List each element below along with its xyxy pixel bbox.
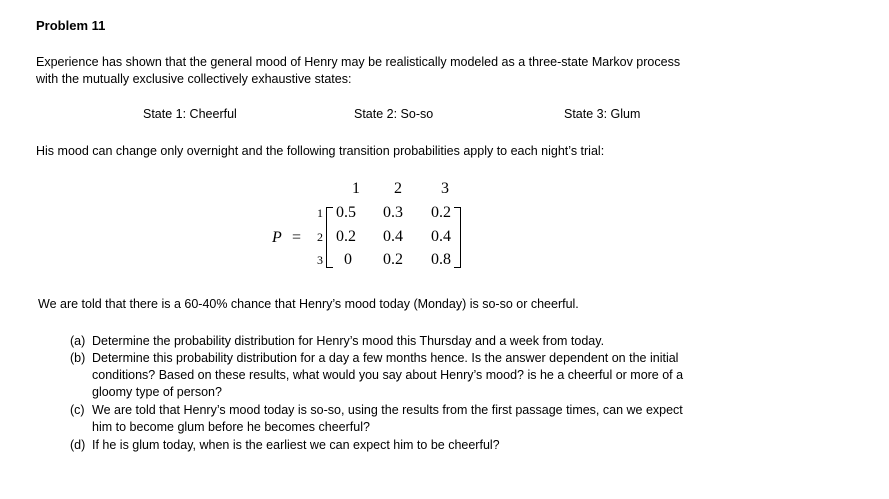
right-bracket [454,207,461,268]
equals-sign: = [292,229,302,246]
matrix-row-label: 2 [317,230,323,244]
state-1-label: State 1: Cheerful [143,107,237,121]
question-line: If he is glum today, when is the earliest we can expect him to be cheerful? [92,438,500,452]
matrix-cell: 0.2 [336,228,356,245]
state-2-label: State 2: So-so [354,107,434,121]
matrix-cell: 0 [344,251,352,268]
matrix-cell: 0.2 [431,204,451,221]
matrix-row-label: 3 [317,253,323,267]
matrix-cell: 0.8 [431,251,451,268]
matrix-cell: 0.4 [431,228,451,245]
problem-title: Problem 11 [36,18,106,33]
question-line: Determine this probability distribution for a day a few months hence. Is the answer dependent on the initial [92,351,679,365]
matrix-column-label: 3 [441,180,449,197]
matrix-column-label: 1 [352,180,360,197]
intro-line: Experience has shown that the general mood of Henry may be realistically modeled as a three-state Markov process [36,55,681,69]
question-line: conditions? Based on these results, what would you say about Henry’s mood? is he a cheerful or more of a [92,368,684,382]
left-bracket [326,207,333,268]
matrix-row-label: 1 [317,206,323,220]
question-line: gloomy type of person? [92,385,222,399]
matrix-cell: 0.4 [383,228,403,245]
matrix-cell: 0.3 [383,204,403,221]
transition-text: His mood can change only overnight and the following transition probabilities apply to each night’s trial: [36,144,605,158]
question-line: We are told that Henry’s mood today is so-so, using the results from the first passage times, can we expect [92,403,683,417]
matrix-cell: 0.5 [336,204,356,221]
question-label: (a) [70,334,86,348]
question-label: (c) [70,403,85,417]
state-3-label: State 3: Glum [564,107,641,121]
matrix-symbol: P [272,229,282,246]
question-label: (b) [70,351,86,365]
question-line: Determine the probability distribution for Henry’s mood this Thursday and a week from today. [92,334,605,348]
matrix-cell: 0.2 [383,251,403,268]
matrix-column-label: 2 [394,180,402,197]
question-line: him to become glum before he becomes cheerful? [92,420,370,434]
question-label: (d) [70,438,86,452]
intro-line: with the mutually exclusive collectively exhaustive states: [36,72,352,86]
given-text: We are told that there is a 60-40% chance that Henry’s mood today (Monday) is so-so or cheerful. [38,297,579,311]
